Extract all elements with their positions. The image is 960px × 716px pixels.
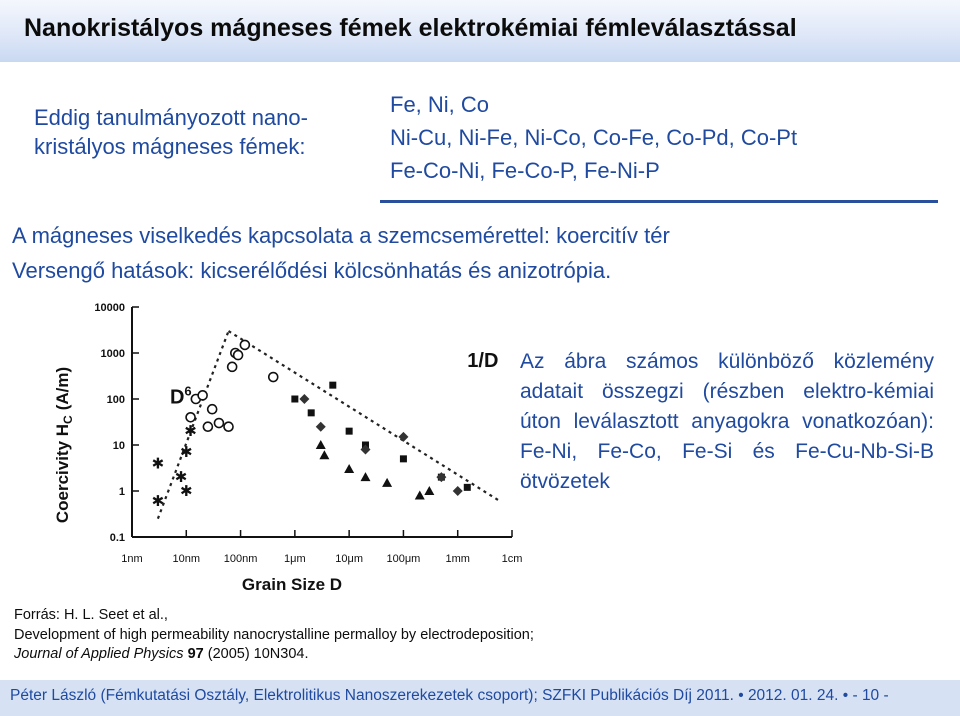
chart-annotation: $D^6$ <box>169 383 192 409</box>
chart-point <box>453 486 463 496</box>
source-label: Forrás: H. L. Seet et al. <box>14 607 164 623</box>
source-title: Development of high permeability nanocrystalline permalloy by electrodeposition; <box>14 626 534 643</box>
chart-point <box>400 455 407 462</box>
metals-list <box>390 88 797 187</box>
metals-line: Fe, Ni, Co <box>390 92 490 117</box>
chart-x-tick-label: 10μm <box>335 553 364 565</box>
chart-y-tick-label: 1000 <box>100 348 125 360</box>
chart-point <box>424 486 434 495</box>
chart-point <box>299 394 309 404</box>
footer-bar <box>0 680 960 716</box>
chart-x-tick-label: 100nm <box>223 553 258 565</box>
chart-point <box>198 391 207 400</box>
title-bar <box>0 0 960 62</box>
footer-text: Péter László (Fémkutatási Osztály, Elektrolitikus Nanoszerekezetek csoport); SZFKI Publikációs Díj 2011. • 2012. 01. 24. • - 10 - <box>10 687 889 704</box>
chart-point <box>346 428 353 435</box>
chart-annotation: 1/D <box>467 349 499 372</box>
chart-point <box>316 440 326 449</box>
chart-point <box>269 373 278 382</box>
separator-line <box>380 200 938 203</box>
chart-y-tick-label: 10000 <box>94 302 125 314</box>
chart-point <box>214 419 223 428</box>
figure-description: Az ábra számos különböző közlemény adatait összegzi (részben elektro-kémiai úton leválasztott anyagokra vonatkozóan): Fe-Ni, Fe-Co, Fe-Si és Fe-Cu-Nb-Si-B ötvözetek <box>520 350 934 493</box>
chart-y-axis-label: Coercivity $H_C(A/m)$ <box>53 366 75 524</box>
chart-x-tick-label: 1mm <box>445 553 470 565</box>
chart-point <box>329 382 336 389</box>
coercivity-grain-size-chart <box>42 297 523 597</box>
chart-point <box>398 432 408 442</box>
chart-point <box>240 340 249 349</box>
chart-y-tick-label: 100 <box>106 394 125 406</box>
chart-point: ✱ <box>151 492 165 511</box>
chart-point: ✱ <box>179 443 193 462</box>
source-journal: Journal of Applied Physics <box>14 646 184 662</box>
chart-y-tick-label: 0.1 <box>109 532 125 544</box>
chart-x-tick-label: 1μm <box>284 553 306 565</box>
source-volume: 97 <box>187 646 204 662</box>
source-citation <box>14 606 534 665</box>
metals-line: Ni-Cu, Ni-Fe, Ni-Co, Co-Fe, Co-Pd, Co-Pt <box>390 125 798 150</box>
source-comma: , <box>163 607 168 623</box>
source-year-page: (2005) 10N304. <box>207 646 309 662</box>
chart-point <box>228 362 237 371</box>
chart-x-tick-label: 1cm <box>501 553 523 565</box>
chart-point <box>291 396 298 403</box>
chart-point <box>224 422 233 431</box>
chart-point <box>464 484 471 491</box>
chart-point <box>415 490 425 499</box>
chart-point <box>316 422 326 432</box>
statement-coercivity: A mágneses viselkedés kapcsolata a szemcsemérettel: koercitív tér <box>12 223 670 248</box>
chart-point <box>234 351 243 360</box>
chart-y-tick-label: 1 <box>118 486 125 498</box>
metals-label: Eddig tanulmányozott nano-kristályos mágneses fémek: <box>34 105 308 159</box>
chart-point: ✱ <box>174 468 188 487</box>
slide-title: Nanokristályos mágneses fémek elektrokémiai fémleválasztással <box>24 14 797 42</box>
chart-point <box>203 422 212 431</box>
chart-point <box>319 450 329 459</box>
chart-point <box>186 413 195 422</box>
metals-line: Fe-Co-Ni, Fe-Co-P, Fe-Ni-P <box>390 158 660 183</box>
chart-x-tick-label: 100μm <box>386 553 421 565</box>
chart-point <box>382 478 392 487</box>
chart-point <box>308 409 315 416</box>
chart-point <box>360 472 370 481</box>
chart-point: ✱ <box>184 422 197 441</box>
chart-x-tick-label: 1nm <box>121 553 143 565</box>
chart-y-tick-label: 10 <box>112 440 125 452</box>
chart-point <box>208 405 217 414</box>
chart-point: ✱ <box>179 482 193 500</box>
statement-competing: Versengő hatások: kicserélődési kölcsönhatás és anizotrópia. <box>12 258 612 283</box>
chart-x-tick-label: 10nm <box>172 553 201 565</box>
chart-point: ✱ <box>151 454 165 473</box>
chart-point <box>344 464 354 473</box>
chart-x-axis-label: Grain Size D <box>241 575 343 594</box>
